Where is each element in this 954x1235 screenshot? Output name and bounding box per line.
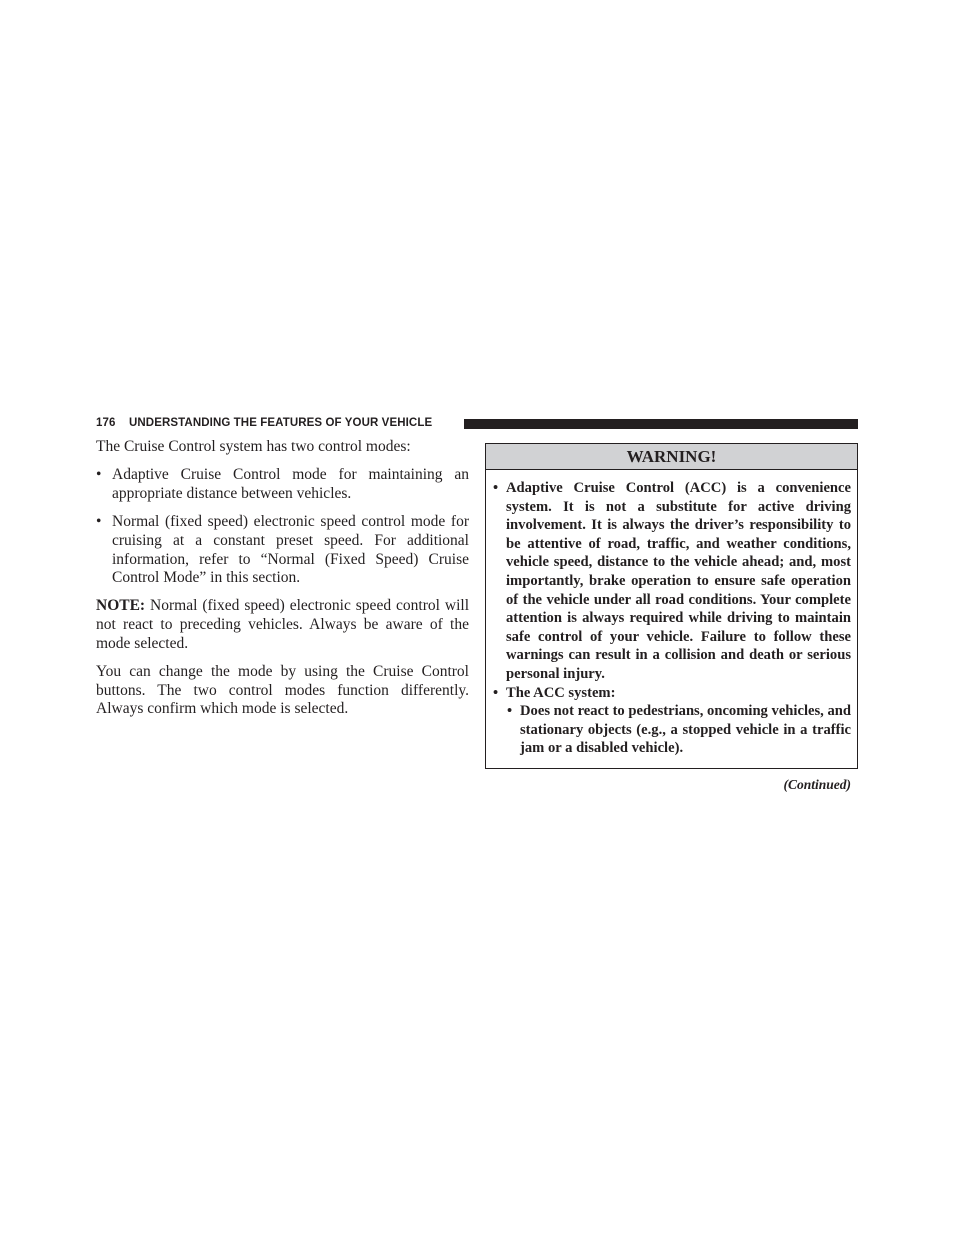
continued-label: (Continued): [783, 777, 851, 792]
note-label: NOTE:: [96, 597, 146, 615]
list-item: [96, 513, 469, 588]
section-title: UNDERSTANDING THE FEATURES OF YOUR VEHICLE: [129, 417, 433, 429]
closing-paragraph: You can change the mode by using the Cruise Control buttons. The two control modes function differently. Always confirm which mode is selected.: [96, 663, 469, 718]
list-item: [96, 466, 469, 503]
note-paragraph: [96, 597, 469, 653]
bullet-icon: •: [96, 466, 102, 484]
bullet-icon: •: [507, 703, 513, 720]
note-text: Normal (fixed speed) electronic speed control will not react to preceding vehicles. Always be aware of the mode selected.: [96, 597, 469, 652]
bullet-icon: •: [96, 513, 102, 531]
bullet-icon: •: [493, 480, 499, 496]
mode-list: [96, 466, 469, 588]
warning-title: WARNING!: [486, 444, 857, 470]
page-header: [96, 416, 858, 432]
warning-acc-text: Adaptive Cruise Control (ACC) is a convenience system. It is not a substitute for active driving involvement. It is always the driver’s responsibility to be attentive of road, traffic, and weather conditions, vehicle speed, distance to the vehicle ahead; and, most importantly, brake operation to ensure safe operation of the vehicle under all road conditions. Your complete attention is always required while driving to maintain safe control of your vehicle. Failure to follow these warnings can result in a collision and death or serious personal injury.: [506, 480, 851, 682]
list-item: [493, 702, 851, 758]
header-rule: [464, 419, 858, 429]
warning-body: [486, 470, 857, 758]
list-item: [493, 479, 851, 684]
page-number: 176: [96, 417, 116, 429]
mode-adaptive-text: Adaptive Cruise Control mode for maintaining an appropriate distance between vehicles.: [112, 466, 469, 502]
warning-acc-system-text: The ACC system:: [506, 684, 616, 701]
list-item: [493, 684, 851, 703]
warning-box: [485, 443, 858, 769]
bullet-icon: •: [493, 684, 499, 701]
left-column: [96, 438, 469, 729]
intro-paragraph: The Cruise Control system has two control modes:: [96, 438, 411, 455]
warning-sub-text: Does not react to pedestrians, oncoming vehicles, and stationary objects (e.g., a stopped vehicle in a traffic jam or a disabled vehicle).: [520, 703, 851, 757]
mode-normal-text: Normal (fixed speed) electronic speed control mode for cruising at a constant preset speed. For additional information, refer to “Normal (Fixed Speed) Cruise Control Mode” in this section.: [112, 513, 469, 587]
